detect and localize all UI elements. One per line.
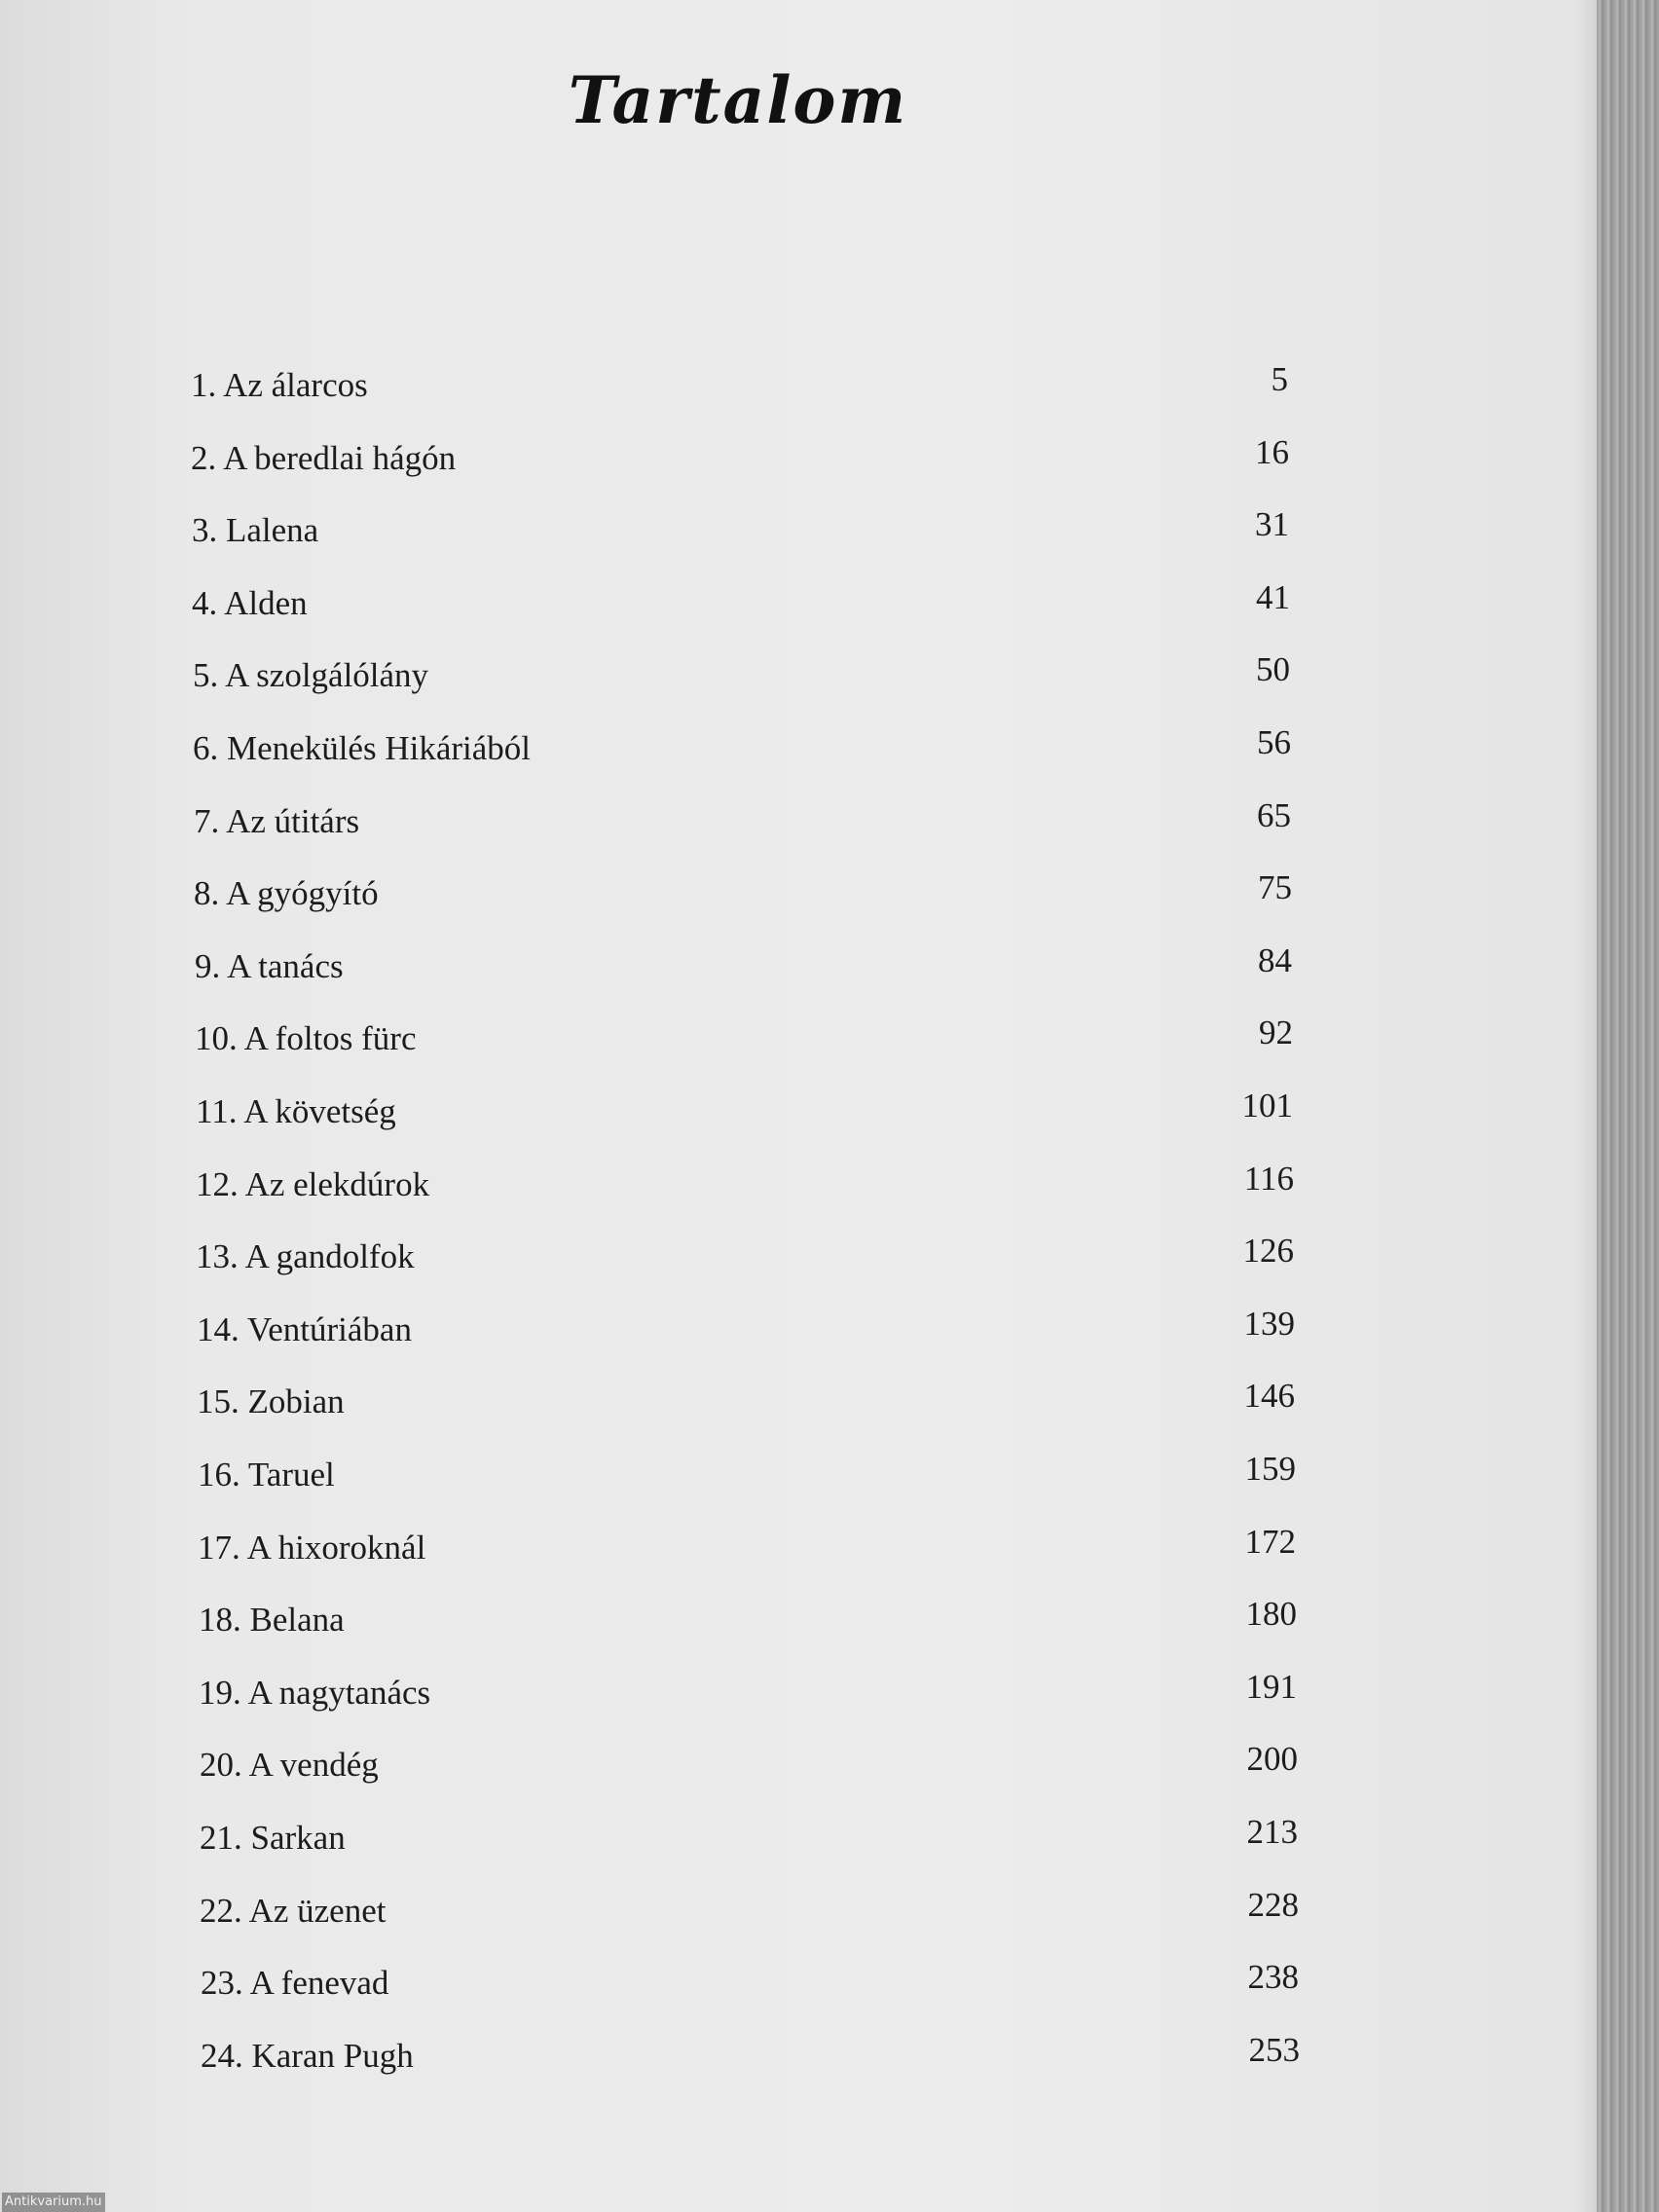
toc-entry-title: 7. Az útitárs bbox=[194, 802, 360, 840]
toc-entry-title: 21. Sarkan bbox=[200, 1819, 346, 1857]
toc-entry-page: 228 bbox=[1247, 1886, 1299, 1924]
toc-entry-page: 84 bbox=[1258, 941, 1292, 979]
toc-entry-page: 139 bbox=[1243, 1305, 1295, 1343]
toc-entry-title: 9. A tanács bbox=[195, 947, 344, 985]
toc-entry-page: 92 bbox=[1259, 1014, 1293, 1051]
toc-entry-title: 14. Ventúriában bbox=[197, 1310, 412, 1348]
toc-entry-page: 180 bbox=[1245, 1595, 1297, 1633]
toc-entry-title: 3. Lalena bbox=[192, 511, 319, 549]
toc-entry-page: 16 bbox=[1255, 433, 1289, 471]
page-stack-edge bbox=[1597, 0, 1659, 2212]
toc-entry-page: 159 bbox=[1244, 1450, 1296, 1488]
toc-entry-page: 50 bbox=[1256, 650, 1290, 688]
toc-entry-page: 65 bbox=[1257, 796, 1291, 834]
toc-entry-page: 31 bbox=[1255, 505, 1289, 543]
toc-entry-title: 10. A foltos fürc bbox=[195, 1019, 417, 1057]
toc-entry-title: 12. Az elekdúrok bbox=[196, 1165, 430, 1203]
toc-entry-page: 253 bbox=[1248, 2031, 1300, 2069]
toc-entry-page: 56 bbox=[1257, 723, 1291, 761]
toc-entry-title: 22. Az üzenet bbox=[200, 1892, 387, 1930]
toc-entry-title: 20. A vendég bbox=[200, 1746, 379, 1784]
toc-entry-page: 213 bbox=[1246, 1813, 1298, 1851]
toc-entry-title: 6. Menekülés Hikáriából bbox=[193, 729, 531, 767]
toc-entry-title: 1. Az álarcos bbox=[191, 366, 368, 404]
toc-entry-title: 5. A szolgálólány bbox=[193, 656, 429, 694]
toc-entry-title: 18. Belana bbox=[199, 1601, 345, 1639]
page-title: Tartalom bbox=[568, 62, 908, 138]
watermark-text: Antikvarium.hu bbox=[2, 2193, 105, 2212]
toc-entry-title: 8. A gyógyító bbox=[194, 874, 379, 912]
toc-entry-title: 23. A fenevad bbox=[201, 1964, 389, 2002]
toc-entry-page: 75 bbox=[1258, 868, 1292, 906]
toc-entry-page: 126 bbox=[1242, 1232, 1294, 1270]
toc-entry-page: 116 bbox=[1243, 1160, 1294, 1198]
toc-entry-title: 15. Zobian bbox=[197, 1382, 345, 1420]
toc-entry-page: 172 bbox=[1244, 1523, 1296, 1561]
toc-entry-page: 146 bbox=[1243, 1377, 1295, 1415]
toc-entry-page: 41 bbox=[1256, 578, 1290, 616]
toc-entry-title: 4. Alden bbox=[192, 584, 308, 622]
toc-entry-title: 17. A hixoroknál bbox=[198, 1529, 426, 1567]
toc-entry-page: 101 bbox=[1241, 1087, 1293, 1124]
toc-entry-title: 2. A beredlai hágón bbox=[191, 439, 457, 477]
toc-entry-page: 200 bbox=[1246, 1740, 1298, 1778]
toc-entry-title: 16. Taruel bbox=[198, 1456, 335, 1493]
toc-entry-title: 13. A gandolfok bbox=[196, 1237, 415, 1275]
toc-entry-title: 19. A nagytanács bbox=[199, 1674, 431, 1712]
toc-entry-page: 238 bbox=[1247, 1958, 1299, 1996]
toc-entry-page: 5 bbox=[1271, 360, 1288, 398]
toc-entry-title: 24. Karan Pugh bbox=[201, 2037, 414, 2075]
toc-entry-title: 11. A követség bbox=[196, 1092, 396, 1130]
toc-entry-page: 191 bbox=[1245, 1668, 1297, 1706]
